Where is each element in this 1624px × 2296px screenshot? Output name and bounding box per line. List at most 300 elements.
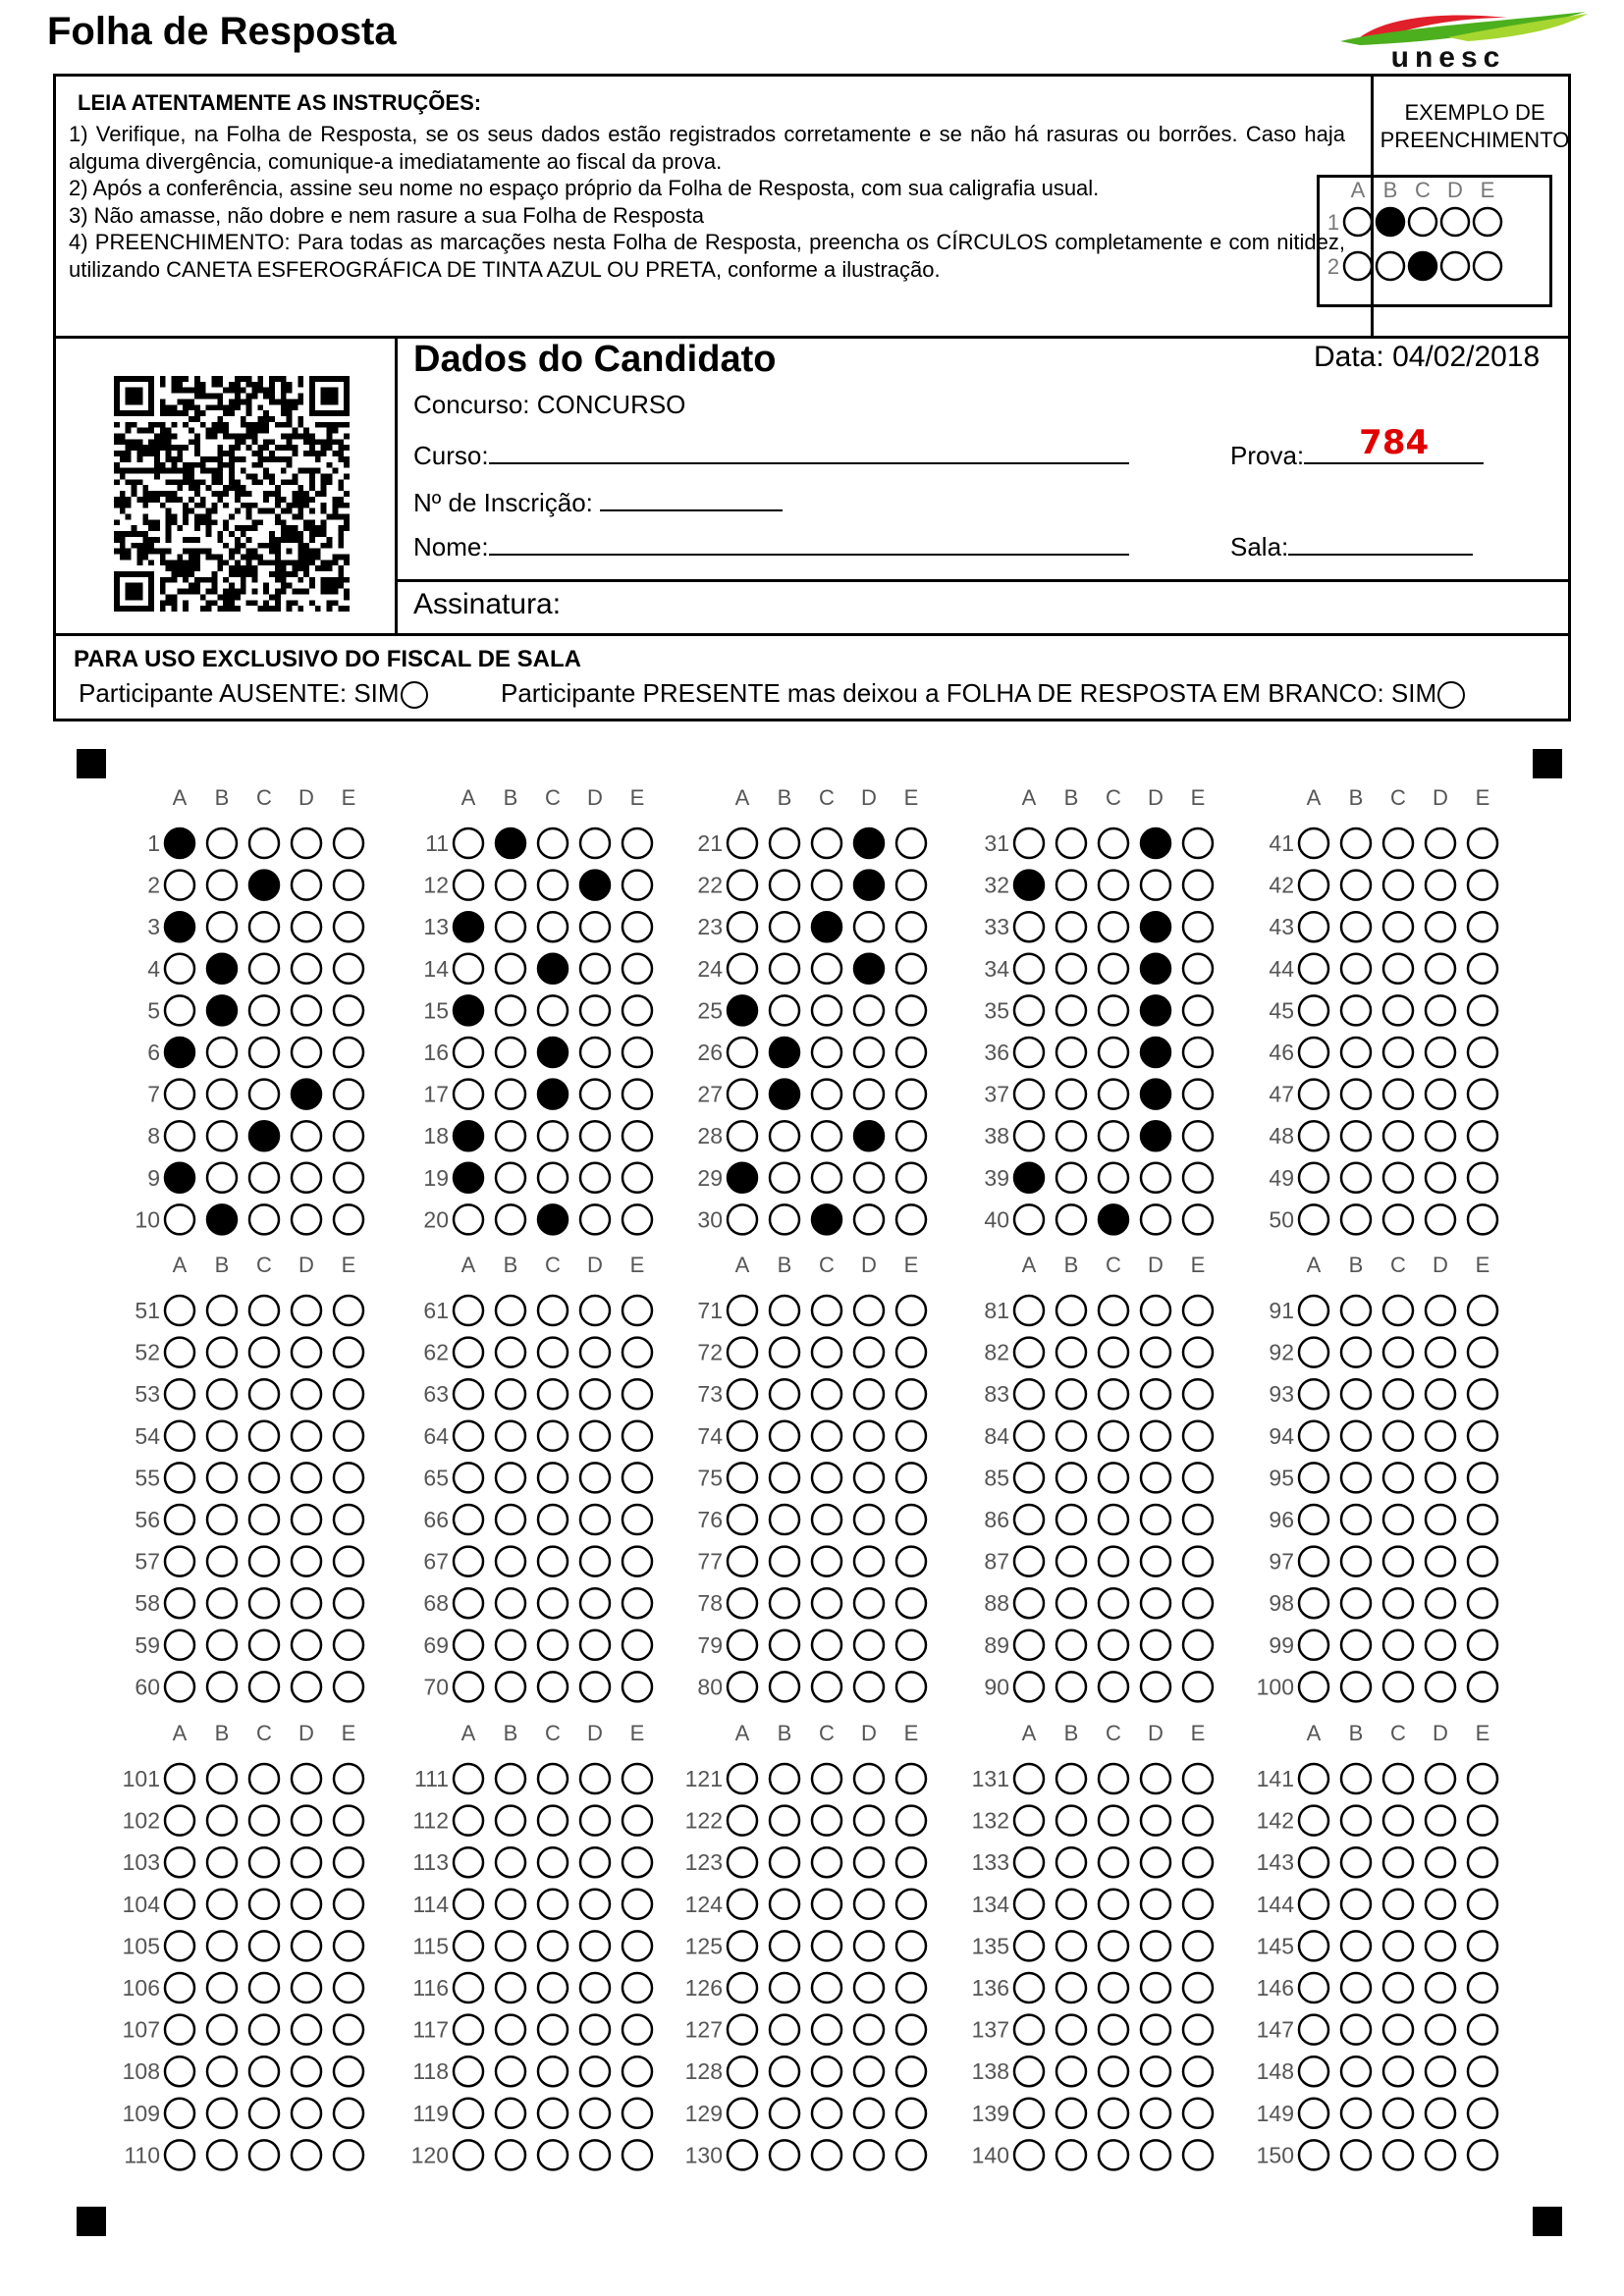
answer-bubble-36-b[interactable] (1056, 1038, 1086, 1067)
answer-bubble-110-a[interactable] (165, 2140, 194, 2169)
answer-bubble-117-c[interactable] (538, 2015, 568, 2045)
answer-bubble-139-d[interactable] (1141, 2099, 1170, 2128)
answer-bubble-30-d[interactable] (854, 1204, 884, 1234)
answer-bubble-64-b[interactable] (496, 1421, 525, 1451)
answer-bubble-86-e[interactable] (1183, 1505, 1213, 1534)
answer-bubble-138-a[interactable] (1014, 2056, 1044, 2086)
answer-bubble-44-b[interactable] (1341, 954, 1371, 984)
answer-bubble-22-c[interactable] (812, 871, 841, 900)
answer-bubble-63-d[interactable] (580, 1379, 610, 1409)
answer-bubble-58-b[interactable] (207, 1588, 237, 1618)
answer-bubble-6-c[interactable] (249, 1038, 279, 1067)
answer-bubble-99-a[interactable] (1299, 1630, 1328, 1660)
answer-bubble-147-e[interactable] (1468, 2015, 1497, 2045)
answer-bubble-97-e[interactable] (1468, 1547, 1497, 1576)
answer-bubble-23-e[interactable] (896, 912, 926, 941)
answer-bubble-7-a[interactable] (165, 1080, 194, 1109)
answer-bubble-76-d[interactable] (854, 1505, 884, 1534)
answer-bubble-111-a[interactable] (454, 1764, 483, 1793)
answer-bubble-45-c[interactable] (1383, 995, 1413, 1025)
answer-bubble-53-c[interactable] (249, 1379, 279, 1409)
answer-bubble-12-b[interactable] (496, 871, 525, 900)
answer-bubble-70-e[interactable] (623, 1672, 652, 1701)
answer-bubble-113-c[interactable] (538, 1847, 568, 1877)
answer-bubble-77-b[interactable] (770, 1547, 799, 1576)
answer-bubble-40-a[interactable] (1014, 1204, 1044, 1234)
answer-bubble-142-b[interactable] (1341, 1806, 1371, 1836)
answer-bubble-69-a[interactable] (454, 1630, 483, 1660)
answer-bubble-133-b[interactable] (1056, 1847, 1086, 1877)
answer-bubble-72-b[interactable] (770, 1338, 799, 1367)
answer-bubble-29-d[interactable] (854, 1163, 884, 1193)
answer-bubble-60-a[interactable] (165, 1672, 194, 1701)
answer-bubble-61-b[interactable] (496, 1296, 525, 1325)
answer-bubble-46-d[interactable] (1426, 1038, 1455, 1067)
answer-bubble-115-c[interactable] (538, 1931, 568, 1960)
answer-bubble-30-e[interactable] (896, 1204, 926, 1234)
answer-bubble-83-e[interactable] (1183, 1379, 1213, 1409)
answer-bubble-121-a[interactable] (728, 1764, 757, 1793)
answer-bubble-98-d[interactable] (1426, 1588, 1455, 1618)
answer-bubble-124-b[interactable] (770, 1890, 799, 1919)
answer-bubble-44-e[interactable] (1468, 954, 1497, 984)
answer-bubble-132-d[interactable] (1141, 1806, 1170, 1836)
answer-bubble-99-e[interactable] (1468, 1630, 1497, 1660)
answer-bubble-136-c[interactable] (1099, 1973, 1128, 2002)
answer-bubble-97-d[interactable] (1426, 1547, 1455, 1576)
answer-bubble-89-e[interactable] (1183, 1630, 1213, 1660)
answer-bubble-12-a[interactable] (454, 871, 483, 900)
answer-bubble-113-e[interactable] (623, 1847, 652, 1877)
answer-bubble-11-d[interactable] (580, 828, 610, 858)
answer-bubble-141-c[interactable] (1383, 1764, 1413, 1793)
answer-bubble-22-a[interactable] (728, 871, 757, 900)
answer-bubble-6-e[interactable] (334, 1038, 363, 1067)
answer-bubble-49-d[interactable] (1426, 1163, 1455, 1193)
answer-bubble-40-b[interactable] (1056, 1204, 1086, 1234)
answer-bubble-102-a[interactable] (165, 1806, 194, 1836)
answer-bubble-47-e[interactable] (1468, 1080, 1497, 1109)
answer-bubble-88-c[interactable] (1099, 1588, 1128, 1618)
answer-bubble-116-d[interactable] (580, 1973, 610, 2002)
answer-bubble-45-b[interactable] (1341, 995, 1371, 1025)
nome-input-line[interactable] (489, 528, 1129, 556)
answer-bubble-80-d[interactable] (854, 1672, 884, 1701)
answer-bubble-35-e[interactable] (1183, 995, 1213, 1025)
answer-bubble-48-c[interactable] (1383, 1121, 1413, 1150)
answer-bubble-83-c[interactable] (1099, 1379, 1128, 1409)
answer-bubble-116-b[interactable] (496, 1973, 525, 2002)
answer-bubble-137-c[interactable] (1099, 2015, 1128, 2045)
answer-bubble-90-c[interactable] (1099, 1672, 1128, 1701)
answer-bubble-81-e[interactable] (1183, 1296, 1213, 1325)
answer-bubble-27-c[interactable] (812, 1080, 841, 1109)
answer-bubble-83-b[interactable] (1056, 1379, 1086, 1409)
answer-bubble-146-a[interactable] (1299, 1973, 1328, 2002)
answer-bubble-99-b[interactable] (1341, 1630, 1371, 1660)
answer-bubble-62-b[interactable] (496, 1338, 525, 1367)
answer-bubble-144-a[interactable] (1299, 1890, 1328, 1919)
answer-bubble-48-b[interactable] (1341, 1121, 1371, 1150)
answer-bubble-41-a[interactable] (1299, 828, 1328, 858)
answer-bubble-129-d[interactable] (854, 2099, 884, 2128)
answer-bubble-91-c[interactable] (1383, 1296, 1413, 1325)
answer-bubble-81-a[interactable] (1014, 1296, 1044, 1325)
answer-bubble-52-e[interactable] (334, 1338, 363, 1367)
answer-bubble-107-d[interactable] (292, 2015, 321, 2045)
answer-bubble-109-e[interactable] (334, 2099, 363, 2128)
answer-bubble-87-e[interactable] (1183, 1547, 1213, 1576)
answer-bubble-113-d[interactable] (580, 1847, 610, 1877)
answer-bubble-26-b[interactable] (770, 1038, 799, 1067)
answer-bubble-98-a[interactable] (1299, 1588, 1328, 1618)
answer-bubble-33-a[interactable] (1014, 912, 1044, 941)
answer-bubble-145-d[interactable] (1426, 1931, 1455, 1960)
answer-bubble-12-e[interactable] (623, 871, 652, 900)
answer-bubble-24-b[interactable] (770, 954, 799, 984)
sala-input-line[interactable] (1288, 528, 1473, 556)
answer-bubble-13-b[interactable] (496, 912, 525, 941)
answer-bubble-126-a[interactable] (728, 1973, 757, 2002)
answer-bubble-102-b[interactable] (207, 1806, 237, 1836)
answer-bubble-5-b[interactable] (207, 995, 237, 1025)
answer-bubble-121-c[interactable] (812, 1764, 841, 1793)
answer-bubble-131-b[interactable] (1056, 1764, 1086, 1793)
answer-bubble-147-c[interactable] (1383, 2015, 1413, 2045)
answer-bubble-32-c[interactable] (1099, 871, 1128, 900)
answer-bubble-145-c[interactable] (1383, 1931, 1413, 1960)
answer-bubble-140-a[interactable] (1014, 2140, 1044, 2169)
answer-bubble-116-e[interactable] (623, 1973, 652, 2002)
answer-bubble-21-b[interactable] (770, 828, 799, 858)
answer-bubble-103-b[interactable] (207, 1847, 237, 1877)
answer-bubble-15-a[interactable] (454, 995, 483, 1025)
answer-bubble-38-d[interactable] (1141, 1121, 1170, 1150)
answer-bubble-80-c[interactable] (812, 1672, 841, 1701)
answer-bubble-101-a[interactable] (165, 1764, 194, 1793)
answer-bubble-82-e[interactable] (1183, 1338, 1213, 1367)
answer-bubble-23-a[interactable] (728, 912, 757, 941)
answer-bubble-141-d[interactable] (1426, 1764, 1455, 1793)
answer-bubble-96-a[interactable] (1299, 1505, 1328, 1534)
answer-bubble-43-c[interactable] (1383, 912, 1413, 941)
answer-bubble-108-b[interactable] (207, 2056, 237, 2086)
answer-bubble-62-c[interactable] (538, 1338, 568, 1367)
answer-bubble-97-c[interactable] (1383, 1547, 1413, 1576)
answer-bubble-31-a[interactable] (1014, 828, 1044, 858)
answer-bubble-1-b[interactable] (207, 828, 237, 858)
answer-bubble-105-c[interactable] (249, 1931, 279, 1960)
answer-bubble-70-c[interactable] (538, 1672, 568, 1701)
answer-bubble-134-d[interactable] (1141, 1890, 1170, 1919)
answer-bubble-99-c[interactable] (1383, 1630, 1413, 1660)
answer-bubble-59-c[interactable] (249, 1630, 279, 1660)
answer-bubble-18-e[interactable] (623, 1121, 652, 1150)
answer-bubble-82-d[interactable] (1141, 1338, 1170, 1367)
answer-bubble-95-d[interactable] (1426, 1463, 1455, 1492)
answer-bubble-42-b[interactable] (1341, 871, 1371, 900)
answer-bubble-124-d[interactable] (854, 1890, 884, 1919)
answer-bubble-12-d[interactable] (580, 871, 610, 900)
answer-bubble-140-d[interactable] (1141, 2140, 1170, 2169)
answer-bubble-84-e[interactable] (1183, 1421, 1213, 1451)
answer-bubble-29-c[interactable] (812, 1163, 841, 1193)
answer-bubble-35-b[interactable] (1056, 995, 1086, 1025)
answer-bubble-55-e[interactable] (334, 1463, 363, 1492)
answer-bubble-118-c[interactable] (538, 2056, 568, 2086)
answer-bubble-62-e[interactable] (623, 1338, 652, 1367)
answer-bubble-63-b[interactable] (496, 1379, 525, 1409)
answer-bubble-27-e[interactable] (896, 1080, 926, 1109)
answer-bubble-40-d[interactable] (1141, 1204, 1170, 1234)
answer-bubble-100-a[interactable] (1299, 1672, 1328, 1701)
answer-bubble-4-d[interactable] (292, 954, 321, 984)
answer-bubble-29-a[interactable] (728, 1163, 757, 1193)
answer-bubble-11-b[interactable] (496, 828, 525, 858)
answer-bubble-6-a[interactable] (165, 1038, 194, 1067)
answer-bubble-111-d[interactable] (580, 1764, 610, 1793)
answer-bubble-134-c[interactable] (1099, 1890, 1128, 1919)
answer-bubble-11-a[interactable] (454, 828, 483, 858)
answer-bubble-137-d[interactable] (1141, 2015, 1170, 2045)
answer-bubble-98-b[interactable] (1341, 1588, 1371, 1618)
answer-bubble-17-e[interactable] (623, 1080, 652, 1109)
answer-bubble-39-e[interactable] (1183, 1163, 1213, 1193)
answer-bubble-94-a[interactable] (1299, 1421, 1328, 1451)
answer-bubble-74-b[interactable] (770, 1421, 799, 1451)
answer-bubble-49-c[interactable] (1383, 1163, 1413, 1193)
answer-bubble-48-d[interactable] (1426, 1121, 1455, 1150)
answer-bubble-37-d[interactable] (1141, 1080, 1170, 1109)
answer-bubble-124-c[interactable] (812, 1890, 841, 1919)
answer-bubble-68-e[interactable] (623, 1588, 652, 1618)
answer-bubble-15-e[interactable] (623, 995, 652, 1025)
answer-bubble-19-b[interactable] (496, 1163, 525, 1193)
answer-bubble-52-b[interactable] (207, 1338, 237, 1367)
answer-bubble-56-a[interactable] (165, 1505, 194, 1534)
answer-bubble-100-c[interactable] (1383, 1672, 1413, 1701)
answer-bubble-134-e[interactable] (1183, 1890, 1213, 1919)
answer-bubble-65-e[interactable] (623, 1463, 652, 1492)
answer-bubble-123-b[interactable] (770, 1847, 799, 1877)
answer-bubble-16-b[interactable] (496, 1038, 525, 1067)
answer-bubble-121-d[interactable] (854, 1764, 884, 1793)
answer-bubble-62-a[interactable] (454, 1338, 483, 1367)
answer-bubble-150-a[interactable] (1299, 2140, 1328, 2169)
answer-bubble-60-c[interactable] (249, 1672, 279, 1701)
answer-bubble-15-d[interactable] (580, 995, 610, 1025)
answer-bubble-61-e[interactable] (623, 1296, 652, 1325)
answer-bubble-42-d[interactable] (1426, 871, 1455, 900)
answer-bubble-85-e[interactable] (1183, 1463, 1213, 1492)
answer-bubble-75-a[interactable] (728, 1463, 757, 1492)
answer-bubble-3-c[interactable] (249, 912, 279, 941)
answer-bubble-39-b[interactable] (1056, 1163, 1086, 1193)
answer-bubble-13-c[interactable] (538, 912, 568, 941)
answer-bubble-34-b[interactable] (1056, 954, 1086, 984)
answer-bubble-31-c[interactable] (1099, 828, 1128, 858)
answer-bubble-143-e[interactable] (1468, 1847, 1497, 1877)
answer-bubble-53-b[interactable] (207, 1379, 237, 1409)
answer-bubble-140-e[interactable] (1183, 2140, 1213, 2169)
answer-bubble-53-e[interactable] (334, 1379, 363, 1409)
answer-bubble-111-b[interactable] (496, 1764, 525, 1793)
answer-bubble-47-d[interactable] (1426, 1080, 1455, 1109)
answer-bubble-148-c[interactable] (1383, 2056, 1413, 2086)
answer-bubble-22-b[interactable] (770, 871, 799, 900)
answer-bubble-127-c[interactable] (812, 2015, 841, 2045)
answer-bubble-46-c[interactable] (1383, 1038, 1413, 1067)
answer-bubble-80-a[interactable] (728, 1672, 757, 1701)
answer-bubble-139-a[interactable] (1014, 2099, 1044, 2128)
answer-bubble-45-a[interactable] (1299, 995, 1328, 1025)
answer-bubble-90-d[interactable] (1141, 1672, 1170, 1701)
answer-bubble-57-a[interactable] (165, 1547, 194, 1576)
answer-bubble-123-d[interactable] (854, 1847, 884, 1877)
answer-bubble-42-c[interactable] (1383, 871, 1413, 900)
answer-bubble-102-c[interactable] (249, 1806, 279, 1836)
answer-bubble-107-e[interactable] (334, 2015, 363, 2045)
answer-bubble-133-e[interactable] (1183, 1847, 1213, 1877)
answer-bubble-85-c[interactable] (1099, 1463, 1128, 1492)
answer-bubble-46-a[interactable] (1299, 1038, 1328, 1067)
answer-bubble-16-e[interactable] (623, 1038, 652, 1067)
answer-bubble-81-d[interactable] (1141, 1296, 1170, 1325)
answer-bubble-32-b[interactable] (1056, 871, 1086, 900)
answer-bubble-142-c[interactable] (1383, 1806, 1413, 1836)
answer-bubble-35-d[interactable] (1141, 995, 1170, 1025)
answer-bubble-106-a[interactable] (165, 1973, 194, 2002)
answer-bubble-14-b[interactable] (496, 954, 525, 984)
answer-bubble-28-e[interactable] (896, 1121, 926, 1150)
answer-bubble-56-b[interactable] (207, 1505, 237, 1534)
answer-bubble-131-c[interactable] (1099, 1764, 1128, 1793)
answer-bubble-120-d[interactable] (580, 2140, 610, 2169)
answer-bubble-7-c[interactable] (249, 1080, 279, 1109)
answer-bubble-128-b[interactable] (770, 2056, 799, 2086)
answer-bubble-8-c[interactable] (249, 1121, 279, 1150)
answer-bubble-129-e[interactable] (896, 2099, 926, 2128)
answer-bubble-2-d[interactable] (292, 871, 321, 900)
answer-bubble-119-e[interactable] (623, 2099, 652, 2128)
answer-bubble-94-e[interactable] (1468, 1421, 1497, 1451)
answer-bubble-150-b[interactable] (1341, 2140, 1371, 2169)
answer-bubble-97-a[interactable] (1299, 1547, 1328, 1576)
answer-bubble-5-d[interactable] (292, 995, 321, 1025)
answer-bubble-26-a[interactable] (728, 1038, 757, 1067)
answer-bubble-78-c[interactable] (812, 1588, 841, 1618)
answer-bubble-95-c[interactable] (1383, 1463, 1413, 1492)
answer-bubble-132-e[interactable] (1183, 1806, 1213, 1836)
answer-bubble-21-c[interactable] (812, 828, 841, 858)
answer-bubble-95-e[interactable] (1468, 1463, 1497, 1492)
answer-bubble-5-e[interactable] (334, 995, 363, 1025)
answer-bubble-130-d[interactable] (854, 2140, 884, 2169)
answer-bubble-122-b[interactable] (770, 1806, 799, 1836)
answer-bubble-18-d[interactable] (580, 1121, 610, 1150)
answer-bubble-57-e[interactable] (334, 1547, 363, 1576)
answer-bubble-49-b[interactable] (1341, 1163, 1371, 1193)
answer-bubble-48-a[interactable] (1299, 1121, 1328, 1150)
answer-bubble-133-a[interactable] (1014, 1847, 1044, 1877)
answer-bubble-97-b[interactable] (1341, 1547, 1371, 1576)
answer-bubble-67-d[interactable] (580, 1547, 610, 1576)
answer-bubble-112-d[interactable] (580, 1806, 610, 1836)
answer-bubble-150-e[interactable] (1468, 2140, 1497, 2169)
answer-bubble-38-a[interactable] (1014, 1121, 1044, 1150)
answer-bubble-149-b[interactable] (1341, 2099, 1371, 2128)
answer-bubble-96-b[interactable] (1341, 1505, 1371, 1534)
answer-bubble-6-d[interactable] (292, 1038, 321, 1067)
answer-bubble-135-b[interactable] (1056, 1931, 1086, 1960)
answer-bubble-51-c[interactable] (249, 1296, 279, 1325)
answer-bubble-74-e[interactable] (896, 1421, 926, 1451)
answer-bubble-123-a[interactable] (728, 1847, 757, 1877)
answer-bubble-127-b[interactable] (770, 2015, 799, 2045)
answer-bubble-135-d[interactable] (1141, 1931, 1170, 1960)
answer-bubble-127-a[interactable] (728, 2015, 757, 2045)
answer-bubble-148-e[interactable] (1468, 2056, 1497, 2086)
answer-bubble-5-c[interactable] (249, 995, 279, 1025)
answer-bubble-50-e[interactable] (1468, 1204, 1497, 1234)
answer-bubble-33-e[interactable] (1183, 912, 1213, 941)
answer-bubble-137-b[interactable] (1056, 2015, 1086, 2045)
answer-bubble-10-e[interactable] (334, 1204, 363, 1234)
answer-bubble-76-b[interactable] (770, 1505, 799, 1534)
answer-bubble-31-b[interactable] (1056, 828, 1086, 858)
answer-bubble-46-e[interactable] (1468, 1038, 1497, 1067)
answer-bubble-71-e[interactable] (896, 1296, 926, 1325)
answer-bubble-8-b[interactable] (207, 1121, 237, 1150)
answer-bubble-14-a[interactable] (454, 954, 483, 984)
answer-bubble-140-b[interactable] (1056, 2140, 1086, 2169)
answer-bubble-54-d[interactable] (292, 1421, 321, 1451)
answer-bubble-131-d[interactable] (1141, 1764, 1170, 1793)
answer-bubble-8-e[interactable] (334, 1121, 363, 1150)
answer-bubble-92-c[interactable] (1383, 1338, 1413, 1367)
answer-bubble-76-e[interactable] (896, 1505, 926, 1534)
answer-bubble-124-a[interactable] (728, 1890, 757, 1919)
answer-bubble-93-a[interactable] (1299, 1379, 1328, 1409)
answer-bubble-77-a[interactable] (728, 1547, 757, 1576)
answer-bubble-129-c[interactable] (812, 2099, 841, 2128)
answer-bubble-146-c[interactable] (1383, 1973, 1413, 2002)
answer-bubble-136-e[interactable] (1183, 1973, 1213, 2002)
answer-bubble-132-b[interactable] (1056, 1806, 1086, 1836)
answer-bubble-50-d[interactable] (1426, 1204, 1455, 1234)
answer-bubble-109-a[interactable] (165, 2099, 194, 2128)
answer-bubble-93-d[interactable] (1426, 1379, 1455, 1409)
answer-bubble-108-a[interactable] (165, 2056, 194, 2086)
answer-bubble-120-b[interactable] (496, 2140, 525, 2169)
answer-bubble-22-d[interactable] (854, 871, 884, 900)
answer-bubble-16-c[interactable] (538, 1038, 568, 1067)
answer-bubble-10-c[interactable] (249, 1204, 279, 1234)
answer-bubble-145-a[interactable] (1299, 1931, 1328, 1960)
answer-bubble-122-c[interactable] (812, 1806, 841, 1836)
answer-bubble-20-a[interactable] (454, 1204, 483, 1234)
answer-bubble-122-a[interactable] (728, 1806, 757, 1836)
answer-bubble-12-c[interactable] (538, 871, 568, 900)
answer-bubble-114-b[interactable] (496, 1890, 525, 1919)
answer-bubble-92-b[interactable] (1341, 1338, 1371, 1367)
answer-bubble-11-c[interactable] (538, 828, 568, 858)
answer-bubble-41-e[interactable] (1468, 828, 1497, 858)
answer-bubble-23-d[interactable] (854, 912, 884, 941)
answer-bubble-115-b[interactable] (496, 1931, 525, 1960)
answer-bubble-78-b[interactable] (770, 1588, 799, 1618)
answer-bubble-13-d[interactable] (580, 912, 610, 941)
